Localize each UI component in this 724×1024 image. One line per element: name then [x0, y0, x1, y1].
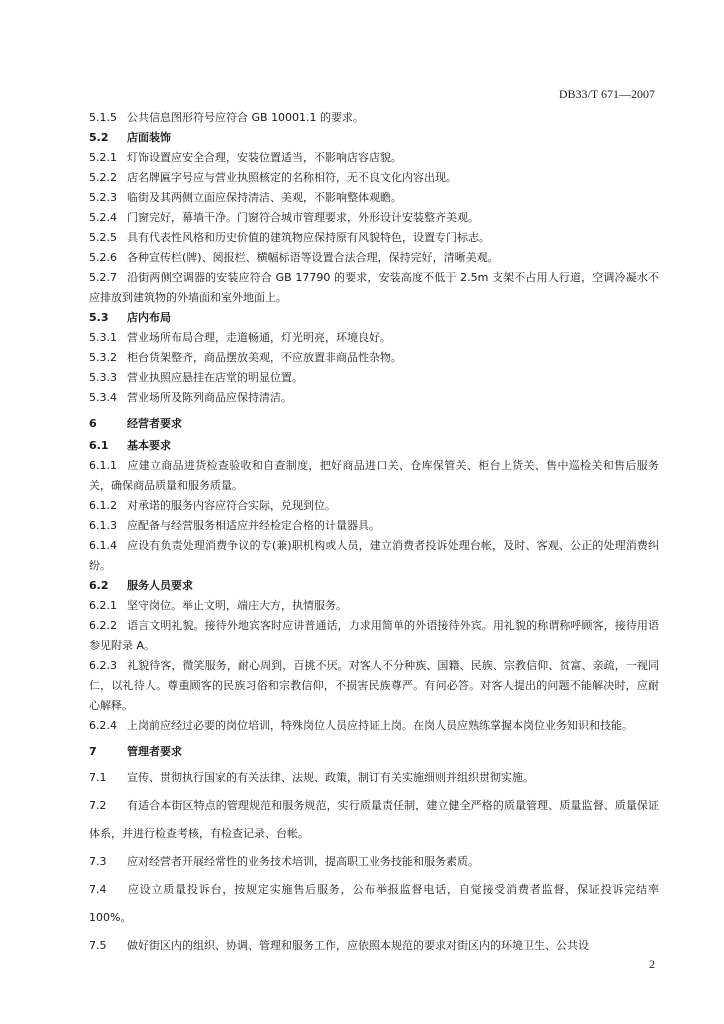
clause — [89, 148, 659, 168]
clause — [89, 656, 659, 716]
document-body — [89, 108, 659, 960]
clause-text: 做好街区内的组织、协调、管理和服务工作，应依照本规范的要求对街区内的环境卫生、公共设 — [127, 939, 589, 952]
clause-text: 管理者要求 — [127, 745, 182, 758]
clause — [89, 496, 659, 516]
clause — [89, 716, 659, 736]
clause-number: 6.1.3 — [89, 519, 117, 532]
clause-text: 灯饰设置应安全合理，安装位置适当，不影响店容店貌。 — [127, 151, 402, 164]
clause-text: 基本要求 — [127, 439, 171, 452]
clause — [89, 328, 659, 348]
clause-text: 门窗完好，幕墙干净。门窗符合城市管理要求，外形设计安装整齐美观。 — [127, 211, 479, 224]
clause-number: 6.2 — [89, 579, 109, 592]
clause — [89, 368, 659, 388]
clause — [89, 348, 659, 368]
clause-text: 有适合本街区特点的管理规范和服务规范，实行质量责任制，建立健全严格的质量管理、质量监督、质量保证体系，并进行检查考核，有检查记录、台帐。 — [89, 799, 659, 840]
clause-number: 5.1.5 — [89, 111, 117, 124]
clause-text: 各种宣传栏(牌)、阅报栏、横幅标语等设置合法合理，保持完好，清晰美观。 — [127, 251, 499, 264]
clause-number: 7.3 — [89, 855, 107, 868]
clause-text: 应配备与经营服务相适应并经检定合格的计量器具。 — [127, 519, 380, 532]
page-number: 2 — [649, 957, 655, 971]
clause — [89, 932, 659, 960]
clause-number: 5.2.1 — [89, 151, 117, 164]
clause-text: 对承诺的服务内容应符合实际，兑现到位。 — [127, 499, 336, 512]
clause — [89, 208, 659, 228]
clause-number: 6.1.4 — [89, 539, 117, 552]
subsection-heading — [89, 128, 659, 148]
clause-text: 坚守岗位。举止文明，端庄大方，执情服务。 — [127, 599, 347, 612]
clause-number: 7.5 — [89, 939, 107, 952]
clause-number: 5.3.3 — [89, 371, 117, 384]
clause-text: 礼貌待客，微笑服务，耐心周到，百挑不厌。对客人不分种族、国籍、民族、宗教信仰、贫富、亲疏，一视同仁，以礼待人。尊重顾客的民族习俗和宗教信仰，不损害民族尊严。有问必答。对客人提出的问题不能解决时，应耐心解释。 — [89, 659, 659, 712]
clause-number: 7.2 — [89, 799, 107, 812]
clause-text: 店内布局 — [127, 311, 171, 324]
clause-number: 6.2.2 — [89, 619, 117, 632]
clause-number: 5.3 — [89, 311, 109, 324]
subsection-heading — [89, 436, 659, 456]
clause-text: 应设有负责处理消费争议的专(兼)职机构或人员，建立消费者投诉处理台帐，及时、客观、公正的处理消费纠纷。 — [89, 539, 659, 572]
clause — [89, 388, 659, 408]
clause-number: 5.2.5 — [89, 231, 117, 244]
clause — [89, 168, 659, 188]
clause-number: 6.2.4 — [89, 719, 117, 732]
clause-text: 宣传、贯彻执行国家的有关法律、法规、政策，制订有关实施细则并组织贯彻实施。 — [127, 771, 534, 784]
clause-text: 语言文明礼貌。接待外地宾客时应讲普通话，力求用简单的外语接待外宾。用礼貌的称谓称呼顾客，接待用语参见附录 A。 — [89, 619, 659, 652]
clause-number: 6 — [89, 417, 97, 430]
clause — [89, 248, 659, 268]
clause-number: 5.2.7 — [89, 271, 117, 284]
clause — [89, 228, 659, 248]
clause-number: 5.3.2 — [89, 351, 117, 364]
clause-text: 沿街两侧空调器的安装应符合 GB 17790 的要求，安装高度不低于 2.5m 支架不占用人行道，空调冷凝水不应排放到建筑物的外墙面和室外地面上。 — [89, 271, 659, 304]
clause-number: 7.1 — [89, 771, 107, 784]
clause — [89, 536, 659, 576]
clause-text: 临街及其两侧立面应保持清洁、美观，不影响整体观瞻。 — [127, 191, 402, 204]
clause-text: 应设立质量投诉台，按规定实施售后服务，公布举报监督电话，自觉接受消费者监督，保证投诉完结率 100%。 — [89, 883, 659, 924]
clause — [89, 616, 659, 656]
clause-text: 营业场所及陈列商品应保持清洁。 — [127, 391, 292, 404]
standard-code: DB33/T 671—2007 — [558, 87, 655, 101]
clause — [89, 188, 659, 208]
clause-text: 营业执照应悬挂在店堂的明显位置。 — [127, 371, 303, 384]
clause — [89, 596, 659, 616]
clause — [89, 108, 659, 128]
clause-text: 店名牌匾字号应与营业执照核定的名称相符，无不良文化内容出现。 — [127, 171, 457, 184]
clause-text: 上岗前应经过必要的岗位培训，特殊岗位人员应持证上岗。在岗人员应熟练掌握本岗位业务知识和技能。 — [127, 719, 633, 732]
clause-text: 经营者要求 — [127, 417, 182, 430]
clause-number: 6.2.3 — [89, 659, 117, 672]
clause-text: 营业场所布局合理，走道畅通，灯光明亮，环境良好。 — [127, 331, 391, 344]
clause-number: 6.2.1 — [89, 599, 117, 612]
clause-text: 应建立商品进货检查验收和自查制度，把好商品进口关、仓库保管关、柜台上货关、售中巡检关和售后服务关，确保商品质量和服务质量。 — [89, 459, 659, 492]
clause-number: 5.3.4 — [89, 391, 117, 404]
clause-number: 7.4 — [89, 883, 107, 896]
clause-text: 应对经营者开展经常性的业务技术培训，提高职工业务技能和服务素质。 — [127, 855, 479, 868]
clause-text: 公共信息图形符号应符合 GB 10001.1 的要求。 — [127, 111, 365, 124]
clause-text: 柜台货架整齐，商品摆放美观，不应放置非商品性杂物。 — [127, 351, 402, 364]
clause-number: 5.2.2 — [89, 171, 117, 184]
clause-number: 6.1.2 — [89, 499, 117, 512]
clause-text: 服务人员要求 — [127, 579, 193, 592]
clause — [89, 456, 659, 496]
section-heading — [89, 414, 659, 434]
clause — [89, 764, 659, 792]
clause — [89, 516, 659, 536]
clause-number: 5.2.3 — [89, 191, 117, 204]
clause-text: 店面装饰 — [127, 131, 171, 144]
subsection-heading — [89, 576, 659, 596]
clause-number: 5.3.1 — [89, 331, 117, 344]
subsection-heading — [89, 308, 659, 328]
clause — [89, 876, 659, 932]
clause-number: 5.2.6 — [89, 251, 117, 264]
clause-number: 7 — [89, 745, 97, 758]
clause — [89, 792, 659, 848]
clause — [89, 268, 659, 308]
clause-number: 5.2 — [89, 131, 109, 144]
clause-number: 6.1.1 — [89, 459, 117, 472]
clause-number: 5.2.4 — [89, 211, 117, 224]
clause-text: 具有代表性风格和历史价值的建筑物应保持原有风貌特色，设置专门标志。 — [127, 231, 490, 244]
clause — [89, 848, 659, 876]
section-heading — [89, 742, 659, 762]
clause-number: 6.1 — [89, 439, 109, 452]
